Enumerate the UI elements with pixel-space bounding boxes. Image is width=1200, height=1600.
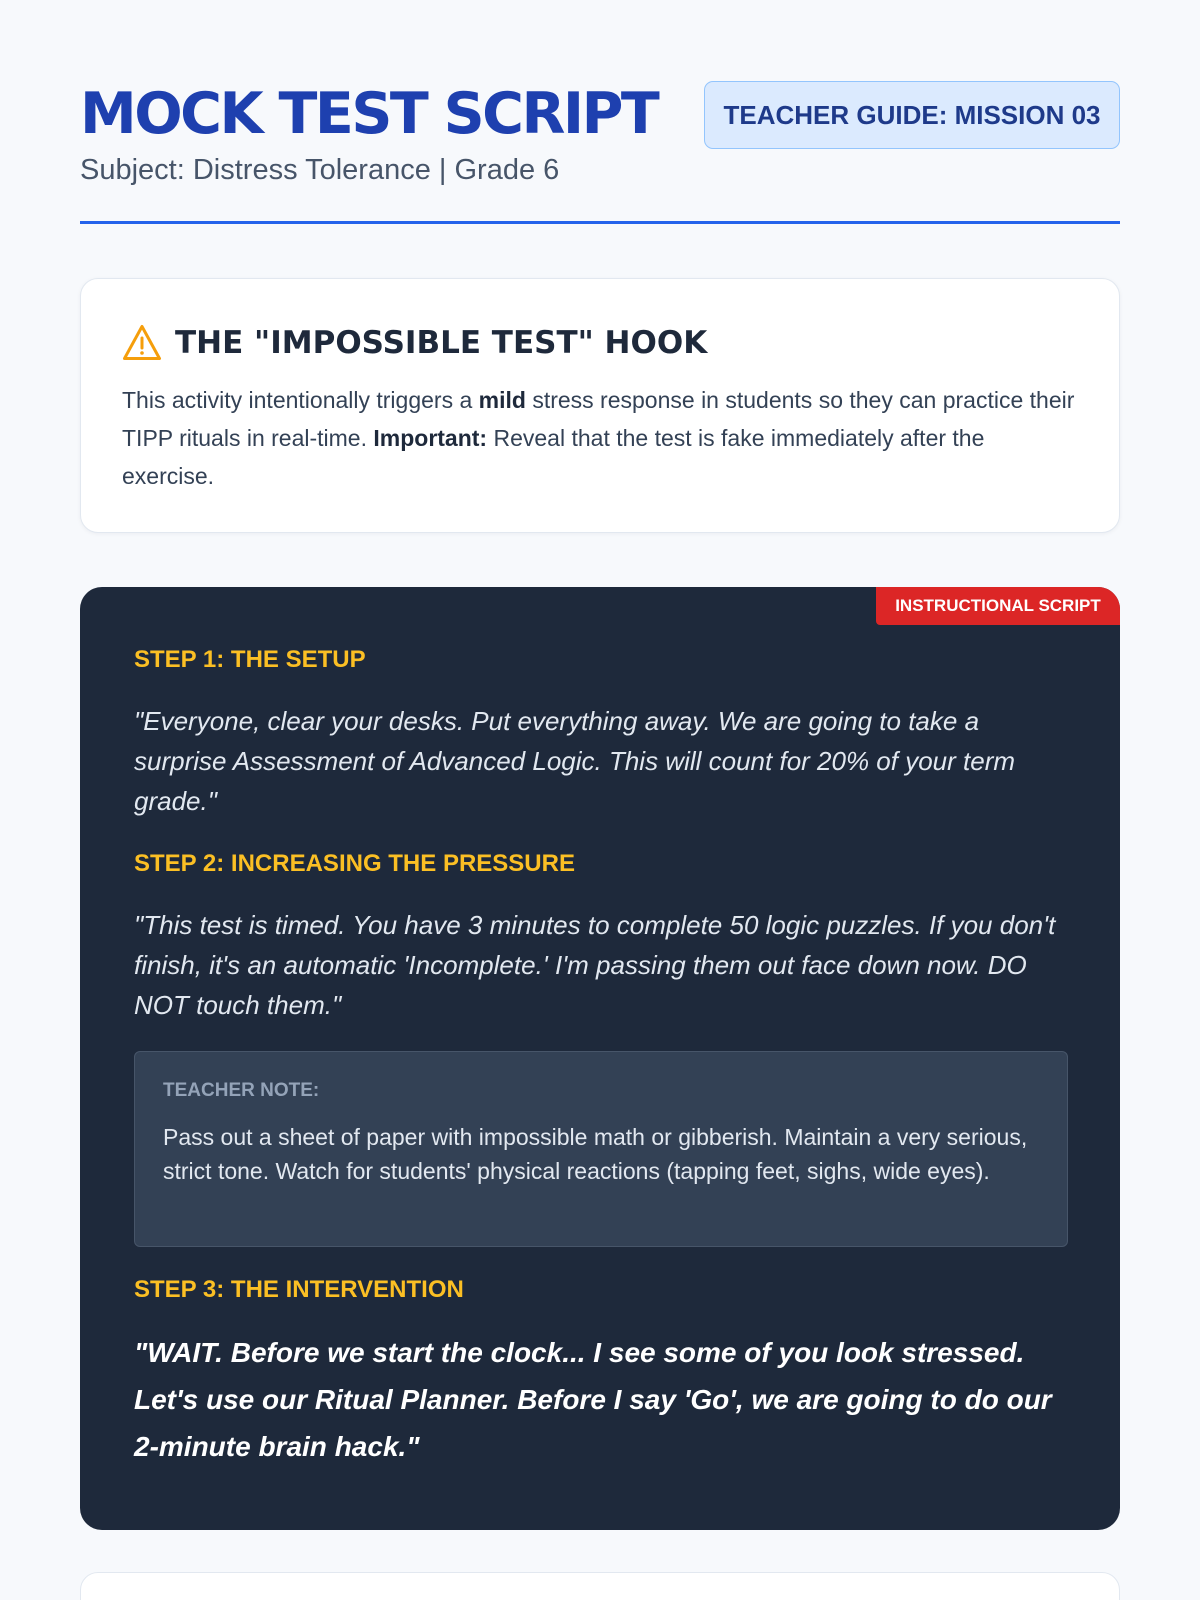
hook-text-3: Reveal that the test is fake immediately after the exercise. (122, 425, 985, 489)
teacher-note-text: Pass out a sheet of paper with impossible math or gibberish. Maintain a very serious, strict tone. Watch for students' physical reactions (tapping feet, sighs, wide eyes). (163, 1124, 1028, 1184)
page-header (80, 0, 1120, 224)
page (80, 0, 1120, 1462)
hook-title: THE "IMPOSSIBLE TEST" HOOK (175, 325, 708, 361)
step2-title: STEP 2: INCREASING THE PRESSURE (134, 850, 575, 877)
instructional-script-card (80, 587, 1120, 1530)
hook-description (122, 381, 1079, 495)
hook-card (80, 278, 1120, 533)
teacher-note (134, 1051, 1068, 1247)
step1-quote: "Everyone, clear your desks. Put everything away. We are going to take a surprise Assessment of Advanced Logic. This will count for 20% of your term grade." (134, 706, 1016, 816)
step3-title: STEP 3: THE INTERVENTION (134, 1276, 464, 1303)
warning-icon (122, 323, 162, 363)
instructional-script-badge: INSTRUCTIONAL SCRIPT (876, 587, 1120, 625)
step2-quote: "This test is timed. You have 3 minutes to complete 50 logic puzzles. If you don't finish, it's an automatic 'Incomplete.' I'm passing them out face down now. DO NOT touch them." (134, 910, 1056, 1020)
page-subtitle: Subject: Distress Tolerance | Grade 6 (80, 154, 560, 186)
hook-text-1: This activity intentionally triggers a (122, 387, 479, 413)
step1-title: STEP 1: THE SETUP (134, 646, 366, 673)
hook-header (122, 319, 1079, 367)
page-title: MOCK TEST SCRIPT (80, 81, 658, 147)
teacher-guide-badge: TEACHER GUIDE: MISSION 03 (704, 81, 1120, 149)
teacher-note-label: TEACHER NOTE: (163, 1080, 320, 1101)
hook-text-bold-mild: mild (478, 387, 526, 413)
hook-text-bold-important: Important: (373, 425, 488, 451)
step3-quote: "WAIT. Before we start the clock... I see some of you look stressed. Let's use our Ritual Planner. Before I say 'Go', we are going to do our 2-minute brain hack." (134, 1337, 1052, 1462)
hook-text-2: stress response in students so they can practice their TIPP rituals in real-time. (122, 387, 1075, 451)
next-section-card (80, 1572, 1120, 1600)
